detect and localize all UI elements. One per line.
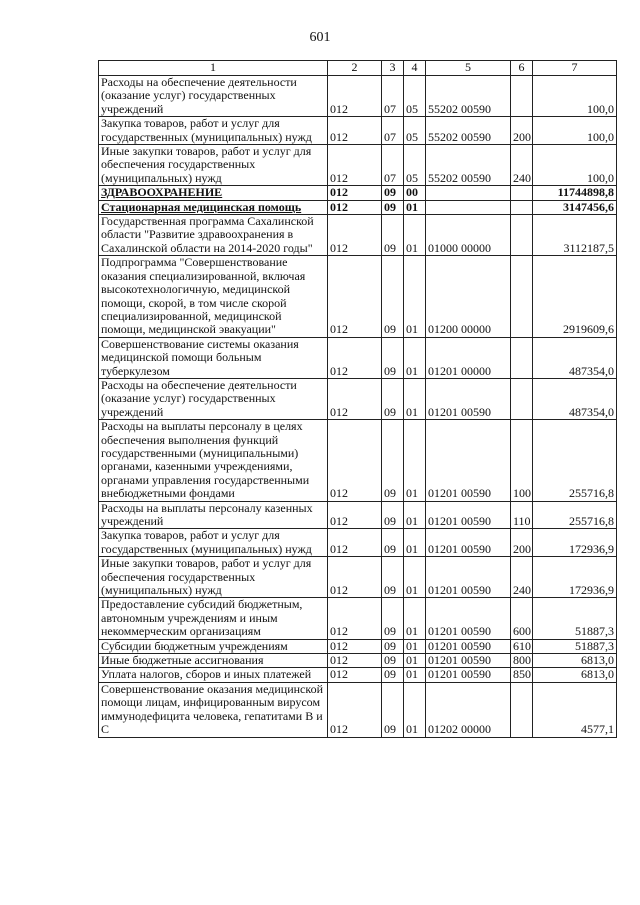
subsection-code-cell: 01 <box>404 501 426 529</box>
ministry-code-cell: 012 <box>328 420 382 501</box>
section-code-cell: 09 <box>382 420 404 501</box>
section-code-cell: 09 <box>382 337 404 378</box>
table-row <box>99 420 617 501</box>
expense-type-code-cell: 110 <box>511 501 533 529</box>
amount-cell: 11744898,8 <box>533 186 617 200</box>
table-row <box>99 598 617 639</box>
expense-type-code-cell: 200 <box>511 529 533 557</box>
target-article-code-cell: 01200 00000 <box>426 256 511 337</box>
ministry-code-cell: 012 <box>328 215 382 256</box>
target-article-code-cell: 55202 00590 <box>426 145 511 186</box>
item-name-cell: Подпрограмма "Совершенствование оказания специализированной, включая высокотехнологичную, медицинской помощи, скорой, в том числе скорой специализированной, медицинской помощи, медицинской эвакуации" <box>99 256 328 337</box>
item-name-cell: Субсидии бюджетным учреждениям <box>99 639 328 653</box>
item-name-cell: Совершенствование системы оказания медицинской помощи больным туберкулезом <box>99 337 328 378</box>
header-cell: 7 <box>533 61 617 76</box>
section-code-cell: 09 <box>382 557 404 598</box>
amount-cell: 487354,0 <box>533 378 617 419</box>
header-cell: 6 <box>511 61 533 76</box>
amount-cell: 3147456,6 <box>533 200 617 214</box>
target-article-code-cell: 01202 00000 <box>426 682 511 737</box>
expense-type-code-cell: 100 <box>511 420 533 501</box>
expense-type-code-cell: 610 <box>511 639 533 653</box>
amount-cell: 3112187,5 <box>533 215 617 256</box>
section-code-cell: 09 <box>382 654 404 668</box>
expense-type-code-cell <box>511 76 533 117</box>
amount-cell: 172936,9 <box>533 529 617 557</box>
ministry-code-cell: 012 <box>328 639 382 653</box>
table-row <box>99 76 617 117</box>
target-article-code-cell <box>426 186 511 200</box>
target-article-code-cell: 55202 00590 <box>426 76 511 117</box>
subsection-code-cell: 05 <box>404 145 426 186</box>
subsection-code-cell: 01 <box>404 200 426 214</box>
header-cell: 2 <box>328 61 382 76</box>
subsection-code-cell: 00 <box>404 186 426 200</box>
target-article-code-cell: 01201 00590 <box>426 639 511 653</box>
target-article-code-cell: 01201 00590 <box>426 420 511 501</box>
target-article-code-cell: 01201 00590 <box>426 668 511 682</box>
target-article-code-cell: 55202 00590 <box>426 117 511 145</box>
ministry-code-cell: 012 <box>328 529 382 557</box>
item-name-cell: Уплата налогов, сборов и иных платежей <box>99 668 328 682</box>
subsection-code-cell: 01 <box>404 598 426 639</box>
target-article-code-cell: 01201 00590 <box>426 598 511 639</box>
ministry-code-cell: 012 <box>328 200 382 214</box>
header-cell: 3 <box>382 61 404 76</box>
expense-type-code-cell: 200 <box>511 117 533 145</box>
header-cell: 5 <box>426 61 511 76</box>
expense-type-code-cell: 240 <box>511 145 533 186</box>
subsection-code-cell: 01 <box>404 668 426 682</box>
table-row <box>99 529 617 557</box>
table-row <box>99 200 617 214</box>
section-code-cell: 09 <box>382 378 404 419</box>
item-name-cell: Иные закупки товаров, работ и услуг для обеспечения государственных (муниципальных) нужд <box>99 557 328 598</box>
table-row <box>99 186 617 200</box>
subsection-code-cell: 05 <box>404 76 426 117</box>
subsection-code-cell: 01 <box>404 256 426 337</box>
ministry-code-cell: 012 <box>328 378 382 419</box>
amount-cell: 487354,0 <box>533 337 617 378</box>
amount-cell: 255716,8 <box>533 501 617 529</box>
amount-cell: 51887,3 <box>533 639 617 653</box>
expense-type-code-cell <box>511 256 533 337</box>
expense-type-code-cell <box>511 378 533 419</box>
ministry-code-cell: 012 <box>328 145 382 186</box>
target-article-code-cell: 01201 00590 <box>426 501 511 529</box>
table-row <box>99 654 617 668</box>
subsection-code-cell: 01 <box>404 654 426 668</box>
table-row <box>99 117 617 145</box>
subsection-code-cell: 01 <box>404 420 426 501</box>
expense-type-code-cell: 600 <box>511 598 533 639</box>
page-number: 601 <box>309 30 331 45</box>
section-code-cell: 09 <box>382 200 404 214</box>
item-name-cell: Расходы на обеспечение деятельности (оказание услуг) государственных учреждений <box>99 76 328 117</box>
table-row <box>99 501 617 529</box>
target-article-code-cell <box>426 200 511 214</box>
table-row <box>99 378 617 419</box>
table-row <box>99 337 617 378</box>
subsection-code-cell: 01 <box>404 529 426 557</box>
table-row <box>99 668 617 682</box>
expense-type-code-cell <box>511 337 533 378</box>
table-row <box>99 682 617 737</box>
amount-cell: 6813,0 <box>533 668 617 682</box>
ministry-code-cell: 012 <box>328 117 382 145</box>
table-row <box>99 256 617 337</box>
section-code-cell: 07 <box>382 117 404 145</box>
header-cell: 1 <box>99 61 328 76</box>
amount-cell: 51887,3 <box>533 598 617 639</box>
target-article-code-cell: 01201 00590 <box>426 529 511 557</box>
item-name-cell: Закупка товаров, работ и услуг для государственных (муниципальных) нужд <box>99 529 328 557</box>
subsection-code-cell: 01 <box>404 682 426 737</box>
ministry-code-cell: 012 <box>328 668 382 682</box>
section-code-cell: 09 <box>382 529 404 557</box>
amount-cell: 100,0 <box>533 145 617 186</box>
ministry-code-cell: 012 <box>328 682 382 737</box>
table-row <box>99 215 617 256</box>
section-code-cell: 09 <box>382 668 404 682</box>
table-row <box>99 639 617 653</box>
table-header-row <box>99 61 617 76</box>
expense-type-code-cell <box>511 215 533 256</box>
amount-cell: 172936,9 <box>533 557 617 598</box>
amount-cell: 2919609,6 <box>533 256 617 337</box>
section-code-cell: 09 <box>382 215 404 256</box>
subsection-code-cell: 01 <box>404 557 426 598</box>
expense-type-code-cell: 800 <box>511 654 533 668</box>
section-code-cell: 09 <box>382 598 404 639</box>
item-name-cell: Иные бюджетные ассигнования <box>99 654 328 668</box>
amount-cell: 100,0 <box>533 117 617 145</box>
amount-cell: 6813,0 <box>533 654 617 668</box>
item-name-cell: Иные закупки товаров, работ и услуг для обеспечения государственных (муниципальных) нужд <box>99 145 328 186</box>
target-article-code-cell: 01201 00590 <box>426 557 511 598</box>
target-article-code-cell: 01201 00000 <box>426 337 511 378</box>
item-name-cell: Расходы на обеспечение деятельности (оказание услуг) государственных учреждений <box>99 378 328 419</box>
item-name-cell: Стационарная медицинская помощь <box>99 200 328 214</box>
amount-cell: 255716,8 <box>533 420 617 501</box>
header-cell: 4 <box>404 61 426 76</box>
ministry-code-cell: 012 <box>328 501 382 529</box>
ministry-code-cell: 012 <box>328 654 382 668</box>
section-code-cell: 09 <box>382 682 404 737</box>
subsection-code-cell: 01 <box>404 215 426 256</box>
ministry-code-cell: 012 <box>328 186 382 200</box>
section-code-cell: 09 <box>382 186 404 200</box>
amount-cell: 100,0 <box>533 76 617 117</box>
section-code-cell: 09 <box>382 256 404 337</box>
budget-table <box>98 60 617 738</box>
subsection-code-cell: 05 <box>404 117 426 145</box>
subsection-code-cell: 01 <box>404 378 426 419</box>
section-code-cell: 07 <box>382 145 404 186</box>
table-row <box>99 557 617 598</box>
ministry-code-cell: 012 <box>328 76 382 117</box>
item-name-cell: Предоставление субсидий бюджетным, автономным учреждениям и иным некоммерческим организациям <box>99 598 328 639</box>
item-name-cell: Расходы на выплаты персоналу казенных учреждений <box>99 501 328 529</box>
item-name-cell: Расходы на выплаты персоналу в целях обеспечения выполнения функций государственными (муниципальными) органами, казенными учреждениями, органами управления государственными внебюджетными фондами <box>99 420 328 501</box>
item-name-cell: Совершенствование оказания медицинской помощи лицам, инфицированным вирусом иммунодефицита человека, гепатитами В и С <box>99 682 328 737</box>
section-code-cell: 09 <box>382 501 404 529</box>
item-name-cell: Закупка товаров, работ и услуг для государственных (муниципальных) нужд <box>99 117 328 145</box>
ministry-code-cell: 012 <box>328 337 382 378</box>
table-row <box>99 145 617 186</box>
expense-type-code-cell: 850 <box>511 668 533 682</box>
item-name-cell: Государственная программа Сахалинской области "Развитие здравоохранения в Сахалинской области на 2014-2020 годы" <box>99 215 328 256</box>
amount-cell: 4577,1 <box>533 682 617 737</box>
item-name-cell: ЗДРАВООХРАНЕНИЕ <box>99 186 328 200</box>
ministry-code-cell: 012 <box>328 557 382 598</box>
section-code-cell: 07 <box>382 76 404 117</box>
expense-type-code-cell: 240 <box>511 557 533 598</box>
expense-type-code-cell <box>511 186 533 200</box>
section-code-cell: 09 <box>382 639 404 653</box>
subsection-code-cell: 01 <box>404 639 426 653</box>
ministry-code-cell: 012 <box>328 256 382 337</box>
target-article-code-cell: 01201 00590 <box>426 378 511 419</box>
expense-type-code-cell <box>511 682 533 737</box>
target-article-code-cell: 01201 00590 <box>426 654 511 668</box>
expense-type-code-cell <box>511 200 533 214</box>
ministry-code-cell: 012 <box>328 598 382 639</box>
target-article-code-cell: 01000 00000 <box>426 215 511 256</box>
subsection-code-cell: 01 <box>404 337 426 378</box>
